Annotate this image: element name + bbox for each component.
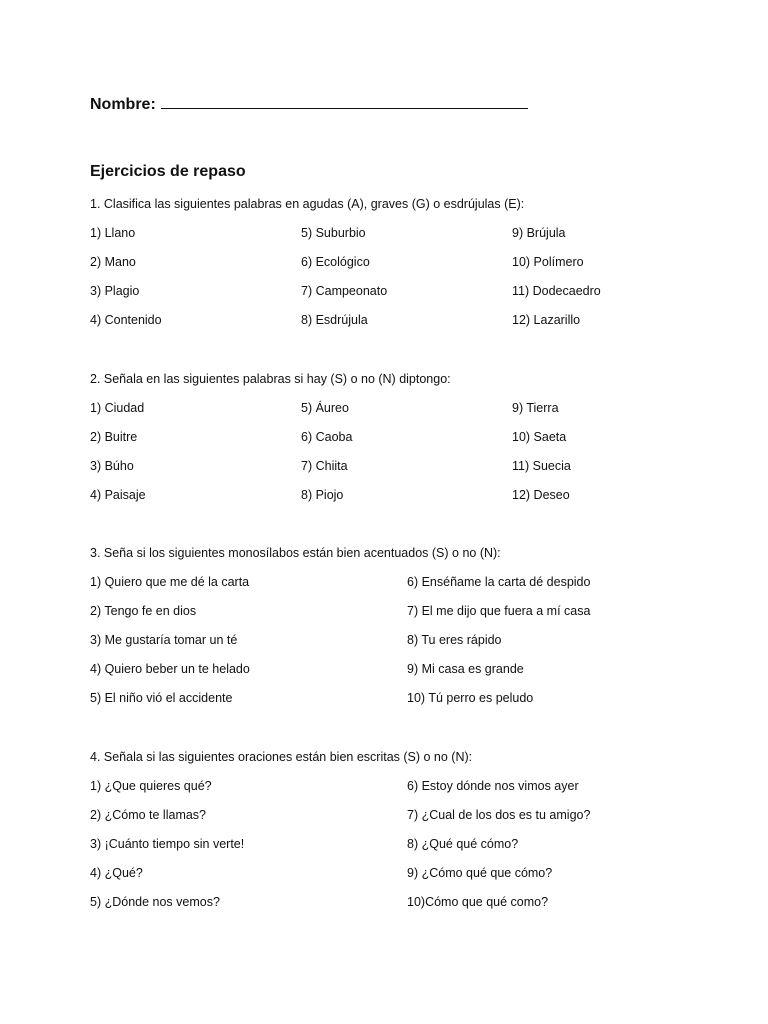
list-item: 7) ¿Cual de los dos es tu amigo? [407, 808, 591, 822]
name-field [90, 94, 528, 114]
page-title: Ejercicios de repaso [90, 163, 246, 180]
exercise-4 [90, 749, 710, 923]
list-row [90, 458, 710, 487]
list-row [90, 778, 710, 807]
list-item: 2) ¿Cómo te llamas? [90, 808, 207, 822]
list-row [90, 894, 710, 923]
list-item: 3) Búho [90, 459, 134, 473]
list-item: 9) Mi casa es grande [407, 662, 524, 676]
exercise-4-prompt: 4. Señala si las siguientes oraciones están bien escritas (S) o no (N): [90, 750, 473, 764]
list-item: 8) Tu eres rápido [407, 633, 502, 647]
list-item: 3) ¡Cuánto tiempo sin verte! [90, 837, 245, 851]
list-item: 3) Plagio [90, 284, 140, 298]
list-row [90, 254, 710, 283]
list-item: 12) Deseo [512, 488, 570, 502]
list-item: 10) Saeta [512, 430, 567, 444]
list-item: 11) Dodecaedro [512, 284, 601, 298]
list-item: 3) Me gustaría tomar un té [90, 633, 238, 647]
exercise-3 [90, 545, 710, 719]
list-item: 7) El me dijo que fuera a mí casa [407, 604, 591, 618]
list-item: 4) Paisaje [90, 488, 146, 502]
list-row [90, 632, 710, 661]
list-row [90, 661, 710, 690]
list-item: 8) Piojo [301, 488, 344, 502]
list-item: 2) Buitre [90, 430, 138, 444]
list-item: 8) ¿Qué qué cómo? [407, 837, 519, 851]
list-item: 6) Ecológico [301, 255, 370, 269]
list-row [90, 283, 710, 312]
list-row [90, 574, 710, 603]
list-item: 10) Tú perro es peludo [407, 691, 534, 705]
list-item: 7) Chiita [301, 459, 348, 473]
list-item: 7) Campeonato [301, 284, 388, 298]
list-item: 5) ¿Dónde nos vemos? [90, 895, 220, 909]
list-row [90, 690, 710, 719]
list-item: 10) Polímero [512, 255, 584, 269]
list-item: 6) Enséñame la carta dé despido [407, 575, 591, 589]
list-item: 2) Mano [90, 255, 136, 269]
list-item: 1) Llano [90, 226, 136, 240]
list-item: 5) Suburbio [301, 226, 366, 240]
list-item: 8) Esdrújula [301, 313, 368, 327]
list-row [90, 836, 710, 865]
list-item: 5) Áureo [301, 401, 349, 415]
list-item: 2) Tengo fe en dios [90, 604, 197, 618]
list-item: 11) Suecia [512, 459, 571, 473]
list-item: 4) ¿Qué? [90, 866, 143, 880]
list-row [90, 807, 710, 836]
list-item: 9) Tierra [512, 401, 559, 415]
list-item: 5) El niño vió el accidente [90, 691, 233, 705]
exercise-1-prompt: 1. Clasifica las siguientes palabras en agudas (A), graves (G) o esdrújulas (E): [90, 197, 525, 211]
exercise-2-prompt: 2. Señala en las siguientes palabras si hay (S) o no (N) diptongo: [90, 372, 451, 386]
exercise-3-prompt: 3. Seña si los siguientes monosílabos están bien acentuados (S) o no (N): [90, 546, 501, 560]
list-row [90, 429, 710, 458]
name-label: Nombre: [90, 96, 156, 113]
list-item: 4) Contenido [90, 313, 162, 327]
list-item: 9) Brújula [512, 226, 566, 240]
list-item: 4) Quiero beber un te helado [90, 662, 250, 676]
list-item: 10)Cómo que qué como? [407, 895, 549, 909]
list-item: 12) Lazarillo [512, 313, 581, 327]
list-item: 9) ¿Cómo qué que cómo? [407, 866, 553, 880]
list-row [90, 865, 710, 894]
exercise-2 [90, 371, 710, 516]
list-item: 1) Quiero que me dé la carta [90, 575, 250, 589]
list-row [90, 400, 710, 429]
list-row [90, 603, 710, 632]
list-item: 6) Estoy dónde nos vimos ayer [407, 779, 579, 793]
list-row [90, 487, 710, 516]
exercise-1 [90, 196, 710, 341]
list-row [90, 312, 710, 341]
list-item: 6) Caoba [301, 430, 353, 444]
list-item: 1) Ciudad [90, 401, 145, 415]
list-item: 1) ¿Que quieres qué? [90, 779, 212, 793]
list-row [90, 225, 710, 254]
name-blank-line[interactable] [161, 94, 528, 109]
